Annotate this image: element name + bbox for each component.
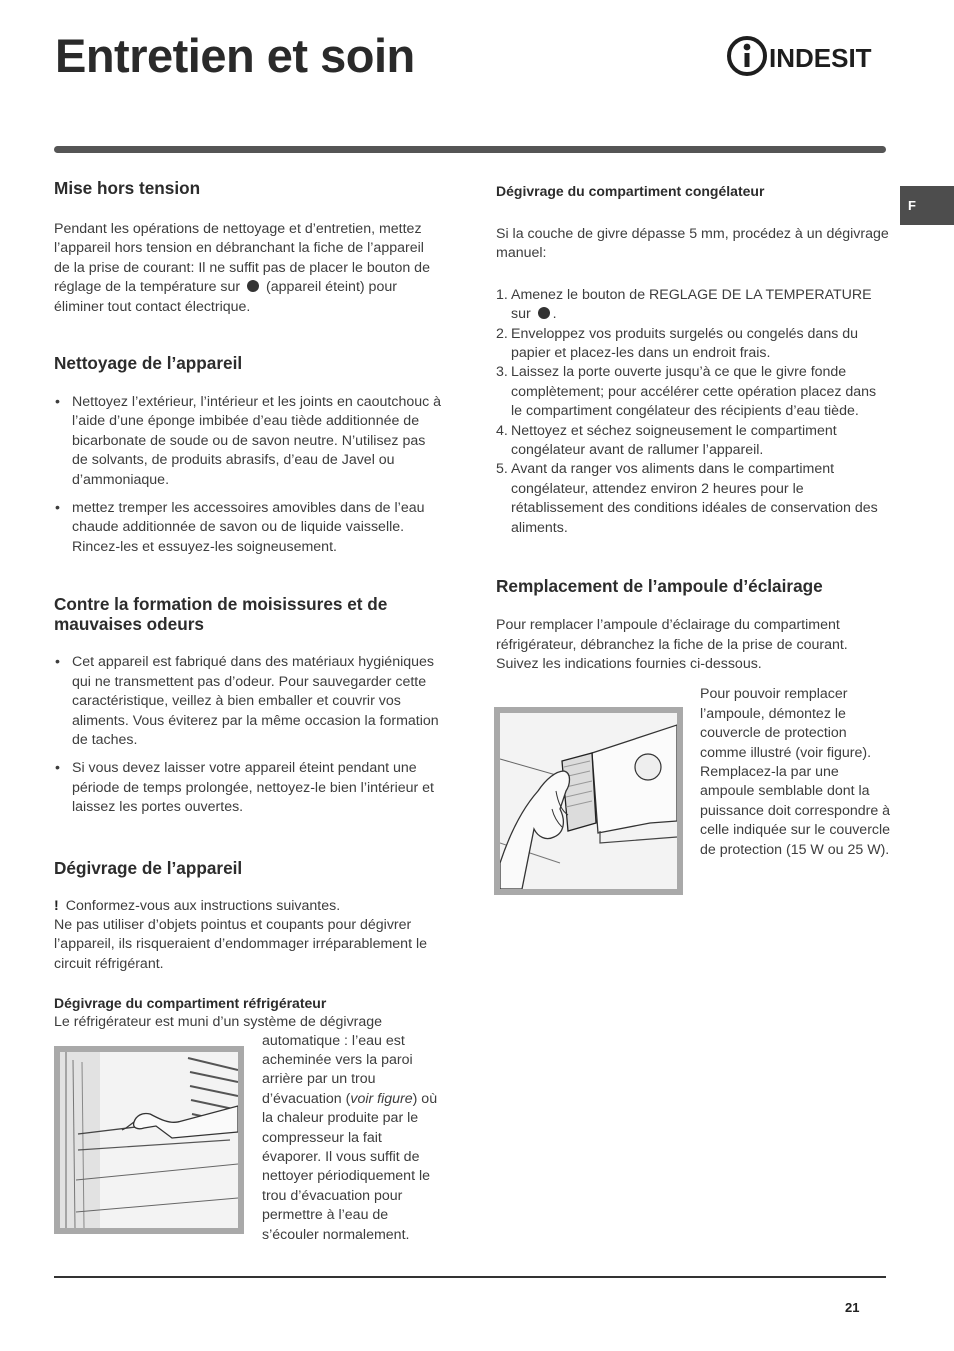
bulb-cover-figure [494,707,683,895]
logo-stem [745,53,750,67]
logo-wordmark: INDESIT [769,43,872,73]
fridge-defrost-block [54,1033,442,1247]
bulb-cover-illustration [500,713,677,889]
language-tab: F [900,186,954,225]
footer-rule [54,1276,886,1278]
defrost-paragraph: Ne pas utiliser d’objets pointus et coupants pour dégivrer l’appareil, ils risqueraient d’endommager irréparablement le circuit réfrigérant. [54,916,428,972]
indesit-logo [726,34,888,78]
freezer-defrost-intro: Si la couche de givre dépasse 5 mm, procédez à un dégivrage manuel: [496,226,889,262]
section-title-bulb-replacement: Remplacement de l’ampoule d’éclairage [496,576,823,597]
section-title-defrost: Dégivrage de l’appareil [54,857,243,878]
mould-list [54,653,442,817]
list-item: • Nettoyez l’extérieur, l’intérieur et les joints en caoutchouc à l’aide d’une éponge imbibée d’eau tiède additionnée de bicarbonate de soude ou de savon neutre. N’utilisez pas de solvants, de produits abrasifs, d’eau de Javel ou d’ammoniaque. [55,394,442,488]
warning-icon: ! [54,897,59,914]
list-item: 3. Laissez la porte ouverte jusqu’à ce que le givre fonde complètement; pour accélérer cette opération placez dans le compartiment congélateur des récipients d’eau tiède. [496,364,877,420]
bulb-intro: Pour remplacer l’ampoule d’éclairage du compartiment réfrigérateur, débranchez la fiche de la prise de courant. Suivez les indications fournies ci-dessous. [496,617,848,672]
fridge-defrost-text: automatique : l’eau est acheminée vers la paroi arrière par un trou d’évacuation (voir figure) où la chaleur produite par le compresseur la fait évaporer. Il vous suffit de nettoyer périodiquement le trou d’évacuation pour permettre à l’eau de s’écouler normalement. [262,1032,438,1243]
power-off-paragraph: Pendant les opérations de nettoyage et d’entretien, mettez l’appareil hors tension en débranchant la fiche de l’appareil de la prise de courant: Il ne suffit pas de placer le bouton de réglage de la température sur (appareil éteint) pour éliminer tout contact électrique. [54,221,430,315]
subsection-title-fridge-defrost: Dégivrage du compartiment réfrigérateur [54,995,327,1012]
fridge-drain-figure [54,1046,244,1234]
section-title-cleaning: Nettoyage de l’appareil [54,353,243,374]
freezer-defrost-steps [496,286,891,538]
fridge-defrost-line: Le réfrigérateur est muni d’un système de dégivrage [54,1014,383,1031]
list-item: 2. Enveloppez vos produits surgelés ou congelés dans du papier et placez-les dans un endroit frais. [496,325,859,362]
defrost-warning: ! Conformez-vous aux instructions suivantes. [54,897,341,914]
page-number: 21 [845,1300,860,1315]
bulb-side-text: Pour pouvoir remplacer l’ampoule, démontez le couvercle de protection comme illustré (voir figure). Remplacez-la par une ampoule semblable dont la puissance doit correspondre à celle indiquée sur le couvercle de protection (15 W ou 25 W). [700,686,891,858]
logo-dot [744,44,751,51]
list-item: 1. Amenez le bouton de REGLAGE DE LA TEMPERATURE sur . [496,286,872,323]
section-title-power-off: Mise hors tension [54,178,201,198]
left-column [54,178,442,1247]
right-column [496,182,891,890]
section-title-mould: Contre la formation de moisissures et de mauvaises odeurs [54,594,388,635]
page-title: Entretien et soin [55,29,415,82]
off-symbol-icon [538,307,550,319]
list-item: • Cet appareil est fabriqué dans des matériaux hygiéniques qui ne transmettent pas d’odeur. Pour sauvegarder cette caractéristique, veillez à bien emballer et couvrir vos aliments. Vous éviterez par la même occasion la formation de taches. [55,654,439,748]
list-item: • Si vous devez laisser votre appareil éteint pendant une période de temps prolongée, nettoyez-le bien l’intérieur et laissez les portes ouvertes. [55,760,435,816]
off-symbol-icon [247,280,259,292]
list-item: • mettez tremper les accessoires amovibles dans de l’eau chaude additionnée de savon ou de liquide vaisselle. Rincez-les et essuyez-les soigneusement. [55,500,425,555]
fridge-drain-illustration [60,1052,238,1228]
cleaning-list [54,393,442,557]
header-rule [54,146,886,153]
subsection-title-freezer-defrost: Dégivrage du compartiment congélateur [496,183,765,199]
list-item: 4. Nettoyez et séchez soigneusement le compartiment congélateur avant de rallumer l’appareil. [496,422,837,459]
bulb-block [496,686,891,890]
list-item: 5. Avant da ranger vos aliments dans le compartiment congélateur, attendez environ 2 heures pour le rétablissement des conditions idéales de conservation des aliments. [496,461,878,536]
